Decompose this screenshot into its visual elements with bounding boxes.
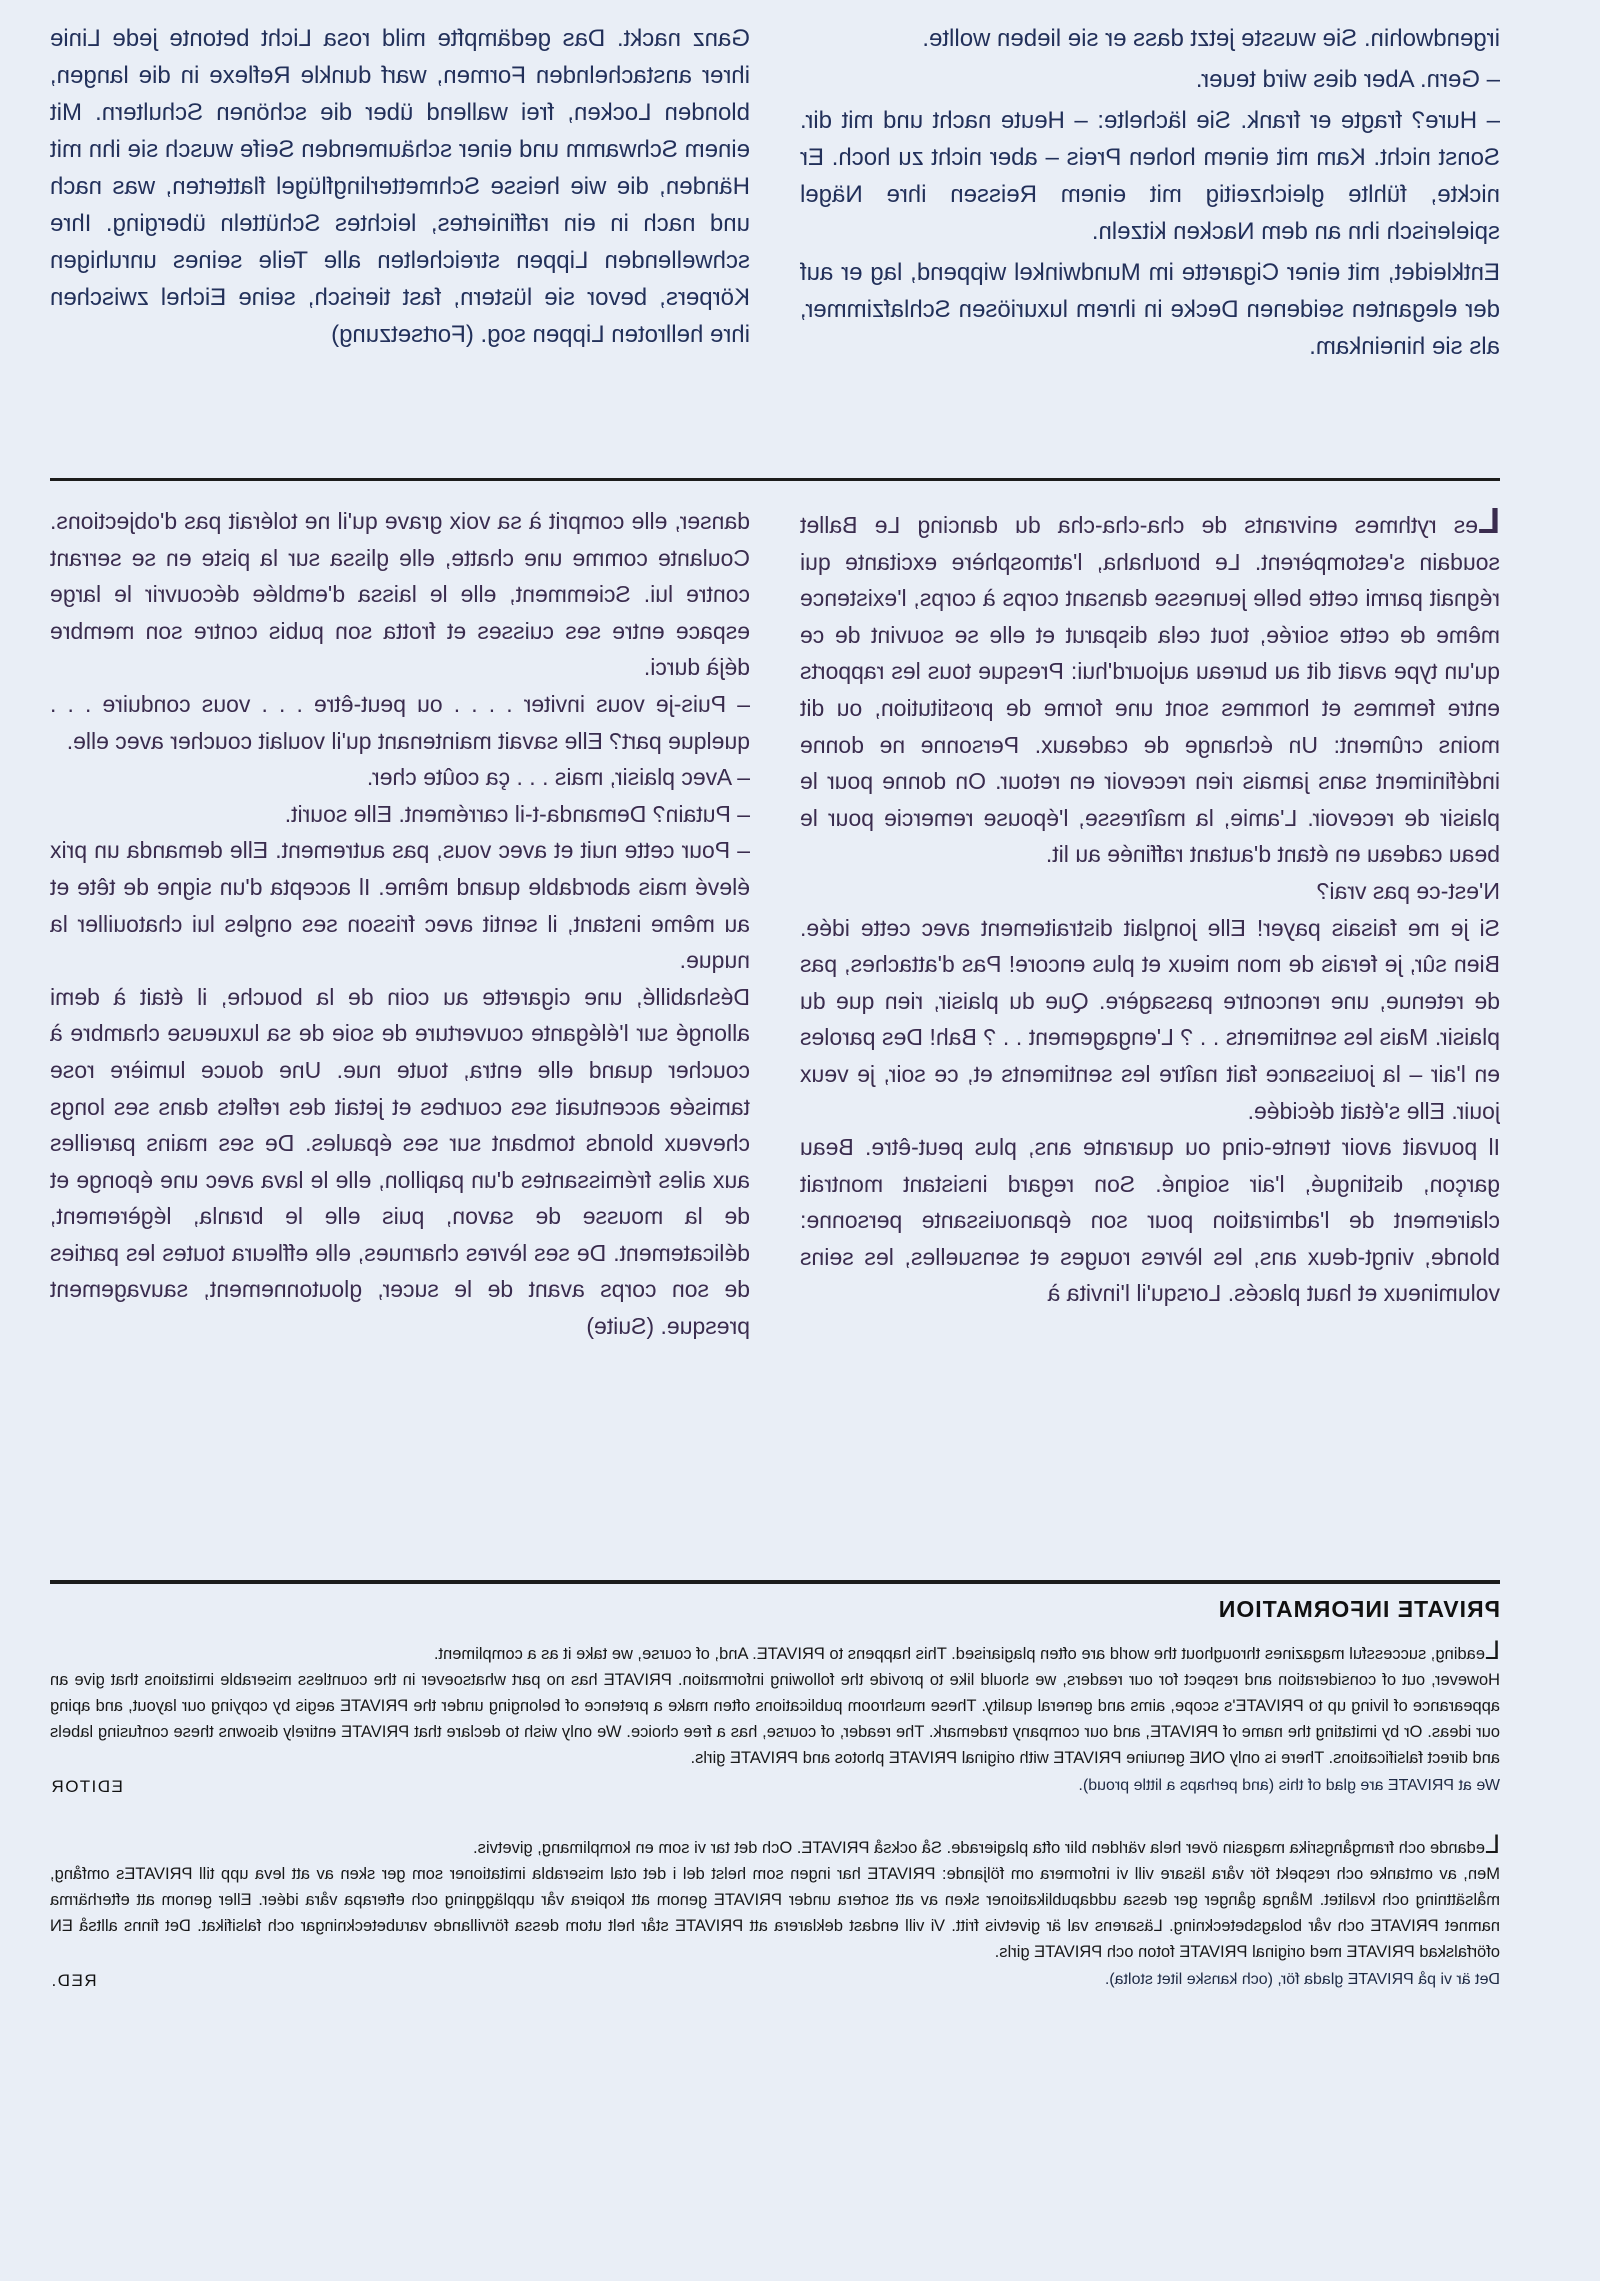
section-title: PRIVATE INFORMATION xyxy=(1217,1596,1500,1622)
swedish-closing: Det är vi på PRIVATE glada för, (och kanske litet stolta). xyxy=(1104,1971,1500,1988)
drop-cap: L xyxy=(1484,1829,1500,1859)
french-paragraph: Il pouvait avoir trente-cinq ou quarante ans, plus peut-être. Beau garçon, distingué, l'air soigné. Son regard insistant montrait clairement de l'admiration pour son épanouissante personne: blonde, vingt-deux ans, les lèvres rouges et sensuelles, les seins volumineux et haut placés. Lorsqu'il l'invita à xyxy=(800,1134,1500,1307)
french-paragraph: Si je me faisais payer! Elle jonglait distraitement avec cette idée. Bien sûr, je ferais de mon mieux et plus encore! Pas d'attaches, pas de retenue, une rencontre passagère. Que du plaisir, rien que du plaisir. Mais les sentiments . . ? L'engagement . . ? Bah! Des paroles en l'air – la jouissance fait naître les sentiments et, ce soir, je veux jouir. Elle s'était décidée. xyxy=(800,914,1500,1124)
french-text-block xyxy=(50,503,1500,1573)
swedish-first-paragraph: edande och framgångsrika magasin över hela världen blir ofta plagierade. Så också PRIVATE. Och det tar vi som en komplimang, givetvis. xyxy=(473,1839,1485,1857)
drop-cap: L xyxy=(1478,503,1500,541)
french-paragraph: – Pour cette nuit et avec vous, pas autrement. Elle demanda un prix élevé mais abordable quand même. Il accepta d'un signe de tête et au même instant, il sentit avec frisson ses ongles lui chatouiller la nuque. xyxy=(50,837,750,974)
french-paragraph: – Avec plaisir, mais . . . ça coûte cher. xyxy=(366,764,750,791)
german-paragraph: Entkleidet, mit einer Cigarette im Mundwinkel wippend, lag er auf der eleganten seidenen Decke in ihrem luxuriösen Schlafzimmer, als sie hineinkam. xyxy=(800,259,1500,360)
section-divider xyxy=(50,478,1500,481)
english-paragraph: However, out of consideration and respect for our readers, we should like to provide the following information. PRIVATE has no part whatsoever in the countless miserable imitations that give an appearance of living up to PRIVATE's scope, aims and general quality. These mushroom publications often make a pretence of belonging under the PRIVATE aegis by copying our layout, and aping our ideas. Or by imitating the name of PRIVATE, and our company trademark. The reader, of course, has a free choice. We only wish to declare that PRIVATE entirely disowns these confusing labels and direct falsifications. There is only ONE genuine PRIVATE with original PRIVATE photos and PRIVATE girls. xyxy=(50,1671,1500,1767)
spacer xyxy=(50,1809,1500,1831)
german-column-left xyxy=(800,20,1500,450)
german-text-block xyxy=(50,20,1500,450)
swedish-paragraph: Men, av omtanke och respekt för våra läsare vill vi informera om följande: PRIVATE har ingen som helst del i det otal miserabla imitationer som ger sken av att leva upp till PRIVATEs omfång, målsättning och kvalitet. Många gånger ger dessa uddapublikationer sken av att sortera under PRIVATE genom att kopiera vår uppläggning och efterapa våra idéer. Eller genom att efterhärma namnet PRIVATE och vår bolagsbeteckning. Läsarens val är givetvis fritt. Vi vill endast deklarera att PRIVATE står helt utom dessa förvillande varubeteckningar och falsifikat. Det finns alltså EN oförfalskad PRIVATE med original PRIVATE foton och PRIVATE girls. xyxy=(50,1865,1500,1961)
signature-row xyxy=(50,1777,1500,1801)
french-column-right xyxy=(50,503,750,1573)
drop-cap: L xyxy=(1484,1635,1500,1665)
red-signature: RED. xyxy=(50,1971,97,1990)
swedish-paragraph xyxy=(50,1831,1500,1861)
editor-signature: EDITOR xyxy=(50,1777,123,1796)
french-column-left xyxy=(800,503,1500,1573)
english-paragraph xyxy=(50,1637,1500,1667)
german-paragraph: irgendwohin. Sie wusste jetzt dass er sie lieben wollte. xyxy=(922,25,1500,52)
private-information-block xyxy=(50,1596,1500,2266)
french-paragraph: – Putain? Demanda-t-il carrément. Elle sourit. xyxy=(284,800,750,827)
french-paragraph: danser, elle comprit à sa voix grave qu'il ne tolérait pas d'objections. Coulante comme une chatte, elle glissa sur la piste en se serrant contre lui. Sciemment, elle le laissa d'emblée découvrir le large espace entre ses cuisses et frotta son pubis contre son membre déjà durci. xyxy=(50,508,750,681)
signature-row xyxy=(50,1971,1500,1995)
german-paragraph: Ganz nackt. Das gedämpfte mild rosa Licht betonte jede Linie ihrer anstachelnden Formen, warf dunkle Reflexe in die langen, blonden Locken, frei wallend über die schönen Schultern. Mit einem Schwamm und einer schäumenden Seife wusch sie ihn mit Händen, die wie heisse Schmetterlingflügel flatterten, was nach und nach in ein raffiniertes, leichtes Schütteln überging. Ihre schwellenden Lippen streichelten alle Teile seines unruhigen Körpers, bevor sie lüstern, fast tierisch, seine Eichel zwischen ihre hellroten Lippen sog. (Fortsetzung) xyxy=(50,25,750,348)
german-column-right xyxy=(50,20,750,450)
english-first-paragraph: eading, successful magazines throughout the world are often plagiarised. This happens to PRIVATE. And, of course, we take it as a compliment. xyxy=(433,1645,1485,1663)
french-first-paragraph: es rythmes enivrants de cha-cha-cha du dancing Le Ballet soudain s'estompèrent. Le brouhaha, l'atmosphère excitante qui régnait parmi cette belle jeunesse dansant corps à corps, l'existence même de cette soirée, tout cela disparut et elle se souvint de ce qu'un type avait dit au bureau aujourd'hui: Presque tous les rapports entre femmes et hommes sont une forme de prostitution, ou dit moins crûment: Un échange de cadeaux. Personne ne donne indéfiniment sans jamais rien recevoir en retour. On donne pour le plaisir de recevoir. L'amie, la maîtresse, l'épouse remercie pour le beau cadeau en étant d'autant raffinée au lit. xyxy=(800,512,1500,868)
french-paragraph xyxy=(800,503,1500,873)
english-closing: We at PRIVATE are glad of this (and perhaps a little proud). xyxy=(1078,1777,1500,1794)
french-paragraph: – Puis-je vous inviter . . . . ou peut-être . . . vous conduire . . . quelque part? Elle savait maintenant qu'il voulait coucher avec elle. xyxy=(50,690,750,754)
german-paragraph: – Hure? fragte er frank. Sie lächelte: – Heute nacht und mit dir. Sonst nicht. Kam mit einem hohen Preis – aber nicht zu hoch. Er nickte, fühlte gleichzeitig mit einem Reissen ihre Nägel spielerisch ihn an dem Nacken kitzeln. xyxy=(800,107,1500,245)
french-paragraph: Déshabillé, une cigarette au coin de la bouche, il était à demi allongé sur l'élégante couverture de soie de sa luxueuse chambre à coucher quand elle entra, toute nue. Une douce lumière rose tamisée accentuait ses courbes et jetait des reflets dans ses longs cheveux blonds tombant sur ses épaules. De ses mains pareilles aux ailes frémissantes d'un papillon, elle le lava avec une éponge et de la mousse de savon, puis elle le branla, légèrement, délicatement. De ses lèvres charnues, elle effleura toutes les parties de son corps avant de le sucer, gloutonnement, sauvagement presque. (Suite) xyxy=(50,983,750,1340)
section-divider xyxy=(50,1580,1500,1584)
german-paragraph: – Gern. Aber dies wird teuer. xyxy=(1195,66,1500,93)
french-paragraph: N'est-ce pas vrai? xyxy=(1316,877,1500,904)
